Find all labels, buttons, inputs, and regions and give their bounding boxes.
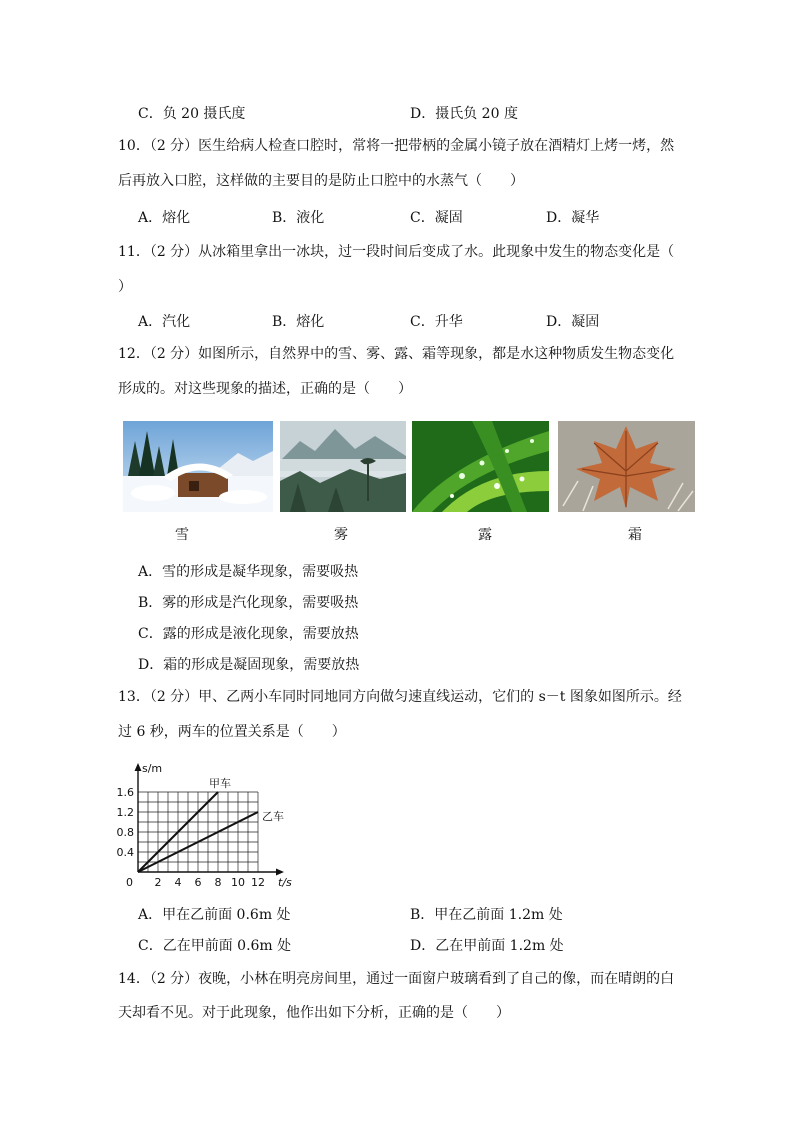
series-label-jia: 甲车 [209,777,231,790]
q11-option-c: C．升华 [410,314,463,330]
caption-frost: 霜 [628,527,642,543]
caption-snow: 雪 [175,527,189,543]
q10-stem-line2: 后再放入口腔，这样做的主要目的是防止口腔中的水蒸气（ ） [118,173,524,189]
q12-option-c: C．露的形成是液化现象，需要放热 [138,626,359,642]
q11-stem-line1: 11．（2 分）从冰箱里拿出一冰块，过一段时间后变成了水。此现象中发生的物态变化是（ [118,244,675,260]
q13-option-b: B．甲在乙前面 1.2m 处 [410,907,563,923]
q12-option-b: B．雾的形成是汽化现象，需要吸热 [138,595,359,611]
q10-option-a: A．熔化 [138,210,191,226]
q9-option-c: C．负 20 摄氏度 [138,106,246,122]
q12-option-d: D．霜的形成是凝固现象，需要放热 [138,657,360,673]
series-label-yi: 乙车 [262,810,284,823]
q11-option-a: A．汽化 [138,314,191,330]
s-t-chart [110,755,310,895]
x-tick-label: 6 [194,876,202,889]
q14-stem-line1: 14．（2 分）夜晚，小林在明亮房间里，通过一面窗户玻璃看到了自己的像，而在晴朗的白 [118,971,675,987]
chart-grid [138,792,258,872]
q12-stem-line2: 形成的。对这些现象的描述，正确的是（ ） [118,381,412,397]
q12-option-a: A．雪的形成是凝华现象，需要吸热 [138,564,359,580]
x-axis-label: t/s [278,876,292,889]
y-axis-arrow [135,763,142,771]
x-axis-arrow [276,869,284,876]
q12-stem-line1: 12．（2 分）如图所示，自然界中的雪、雾、露、霜等现象，都是水这种物质发生物态变化 [118,346,675,362]
frost-photo [558,421,695,512]
q13-option-d: D．乙在甲前面 1.2m 处 [410,938,564,954]
y-tick-label: 1.2 [116,806,134,819]
caption-fog: 雾 [334,527,348,543]
y-tick-label: 0.8 [116,826,134,839]
x-tick-label: 2 [154,876,162,889]
x-tick-label: 4 [174,876,182,889]
dew-photo [412,421,549,512]
q9-option-d: D．摄氏负 20 度 [410,106,518,122]
x-tick-label: 8 [214,876,222,889]
q10-option-b: B．液化 [272,210,325,226]
q14-stem-line2: 天却看不见。对于此现象，他作出如下分析，正确的是（ ） [118,1005,510,1021]
y-axis-label: s/m [142,762,163,775]
q13-stem-line1: 13．（2 分）甲、乙两小车同时同地同方向做匀速直线运动，它们的 s－t 图象如图所示。经 [118,689,682,705]
q11-stem-line2: ） [118,279,132,295]
q11-option-d: D．凝固 [546,314,600,330]
q13-option-c: C．乙在甲前面 0.6m 处 [138,938,292,954]
q13-stem-line2: 过 6 秒，两车的位置关系是（ ） [118,724,346,740]
q10-option-c: C．凝固 [410,210,463,226]
origin-label: 0 [126,876,133,889]
q13-option-a: A．甲在乙前面 0.6m 处 [138,907,291,923]
x-tick-label: 10 [231,876,245,889]
q10-option-d: D．凝华 [546,210,600,226]
y-tick-label: 1.6 [116,786,134,799]
y-tick-label: 0.4 [116,846,134,859]
fog-photo [280,421,406,512]
x-tick-label: 12 [251,876,265,889]
caption-dew: 露 [478,527,492,543]
snow-photo [123,421,273,512]
q11-option-b: B．熔化 [272,314,325,330]
q10-stem-line1: 10．（2 分）医生给病人检查口腔时，常将一把带柄的金属小镜子放在酒精灯上烤一烤，然 [118,138,675,154]
